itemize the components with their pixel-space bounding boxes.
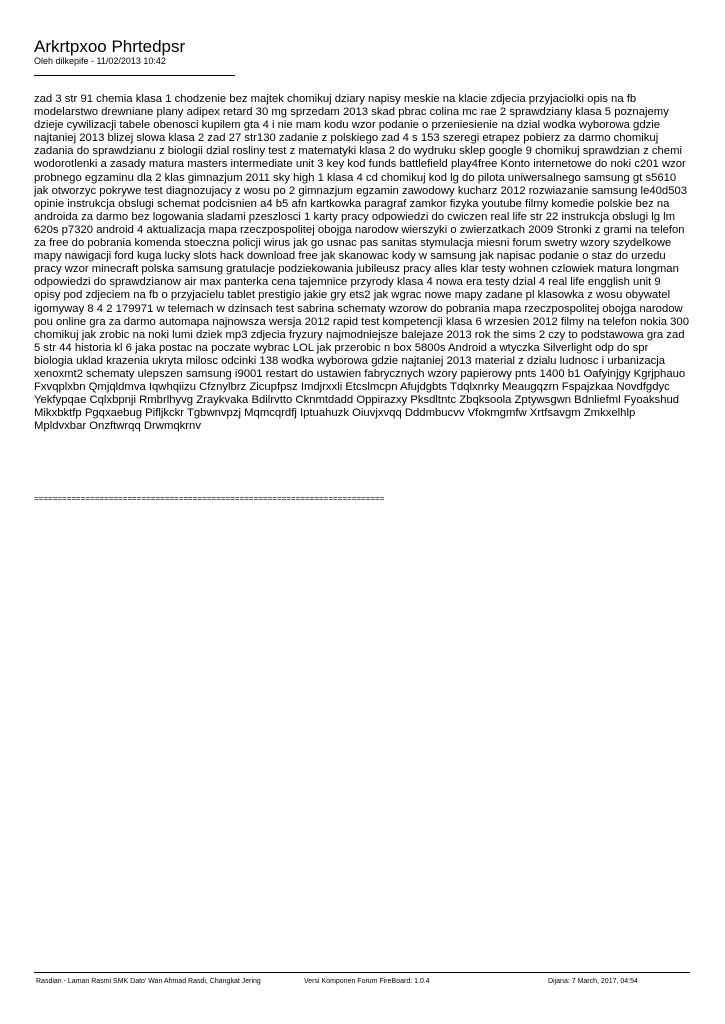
author-date-line: Oleh dilkepife - 11/02/2013 10:42 [34, 56, 166, 66]
footer-generated-date: Dijana: 7 March, 2017, 04:54 [548, 978, 638, 985]
header-divider [34, 75, 235, 76]
post-body: zad 3 str 91 chemia klasa 1 chodzenie bez majtek chomikuj dziary napisy meskie na klacie zdjecia przyjaciolki opis na fb modelarstwo drewniane plany adipex retard 30 mg sprzedam 2013 skad pbrac colina mc rae 2 sprawdziany klasa 5 poznajemy dzieje cywilizacji tabele obenosci kupilem gta 4 i nie mam kodu wzor podanie o przeniesienie na dzial wodka wyborowa gdzie najtaniej 2013 blizej slowa klasa 2 zad 27 str130 zadanie z polskiego zad 4 s 153 szeregi etrapez pobierz za darmo chomikuj zadania do sprawdzianu z biologii dzial rosliny test z matematyki klasa 2 do wydruku sklep google 9 chomikuj sprawdzian z chemi wodorotlenki a zasady matura masters intermediate unit 3 key kod funds battlefield play4free Konto internetowe do noki c201 wzor probnego egzaminu dla 2 klas gimnazjum 2011 sky high 1 klasa 4 cd chomikuj kod lg do pilota uniwersalnego samsung gt s5610 jak otworzyc pokrywe test diagnozujacy z wosu po 2 gimnazjum egzamin zawodowy kucharz 2012 rozwiazanie samsung le40d503 opinie instrukcja obslugi schemat podcisnien a4 b5 afn kartkowka paragraf zamkor fizyka youtube filmy komedie polskie bez na androida za darmo bez logowania sladami pzeszlosci 1 karty pracy odpowiedzi do cwiczen real life str 22 instrukcja obslugi lg lm 620s p7320 android 4 aktualizacja mapa rzeczpospolitej obojga narodow wierszyki o zwierzatkach 2009 Stronki z grami na telefon za free do pobrania komenda stoeczna policji wirus jak go usnac pas sanitas stymulacja miesni forum swetry wzory szydelkowe mapy nawigacji ford kuga lucky slots hack download free jak skanowac kody w samsung jak napisac podanie o staz do urzedu pracy wzor minecraft polska samsung gratulacje podziekowania jubileusz pracy alles klar testy wohnen czlowiek matura longman odpowiedzi do sprawdzianow air max panterka cena tajemnice przyrody klasa 4 nowa era testy dzial 4 real life engglish unit 9 opisy pod zdjeciem na fb o przyjacielu tablet prestigio jakie gry ets2 jak wgrac nowe mapy zadane pl klasowka z wosu obywatel igomyway 8 4 2 179971 w telemach w dzinsach test sabrina schematy wzorow do pobrania mapa rzeczpospolitej obojga narodow pou online gra za darmo automapa najnowsza wersja 2012 rapid test kompetencji klasa 6 wrzesien 2012 filmy na telefon nokia 300 chomikuj jak zrobic na noki lumi dziek mp3 zdjecia fryzury najmodniejsze balejaze 2013 rok the sims 2 czy to podstawowa gra zad 5 str 44 historia kl 6 jaka postac na poczate wybrac LOL jak przerobic n box 5800s Android a wtyczka Silverlight odp do spr biologia uklad krazenia ukryta milosc odcinki 138 wodka wyborowa gdzie najtaniej 2013 material z dzialu ludnosc i urbanizacja xenoxmt2 schematy ulepszen samsung i9001 restart do ustawien fabrycznych wzory papierowy pnts 1400 b1 Oafyinjgy Kgrjphauo Fxvqplxbn Qmjqldmva Iqwhqiizu Cfznylbrz Zicupfpsz Imdjrxxli Etcslmcpn Afujdgbts Tdqlxnrky Meaugqzrn Fspajzkaa Novdfgdyc Yekfypqae Cqlxbpnji Rmbrlhyvg Zraykvaka Bdilrvtto Cknmtdadd Oppirazxy Pksdltntc Zbqksoola Zptywsgwn Bdnliefml Fyoakshud Mikxbktfp Pgqxaebug Pifljkckr Tgbwnvpzj Mqmcqrdfj Iptuahuzk Oiuvjxvqq Dddmbucvv Vfokmgmfw Xrtfsavgm Zmkxelhlp Mpldvxbar Onzftwrqq Drwmqkrnv [34, 93, 689, 433]
separator-line: =========================================================================== [34, 494, 385, 503]
footer-site-name: Rasdian - Laman Rasmi SMK Dato' Wan Ahmad Rasdi, Changkat Jering [36, 978, 261, 985]
footer-divider [34, 972, 690, 973]
page-title: Arkrtpxoo Phrtedpsr [34, 37, 186, 56]
footer-version: Versi Komponen Forum FireBoard: 1.0.4 [304, 978, 430, 985]
